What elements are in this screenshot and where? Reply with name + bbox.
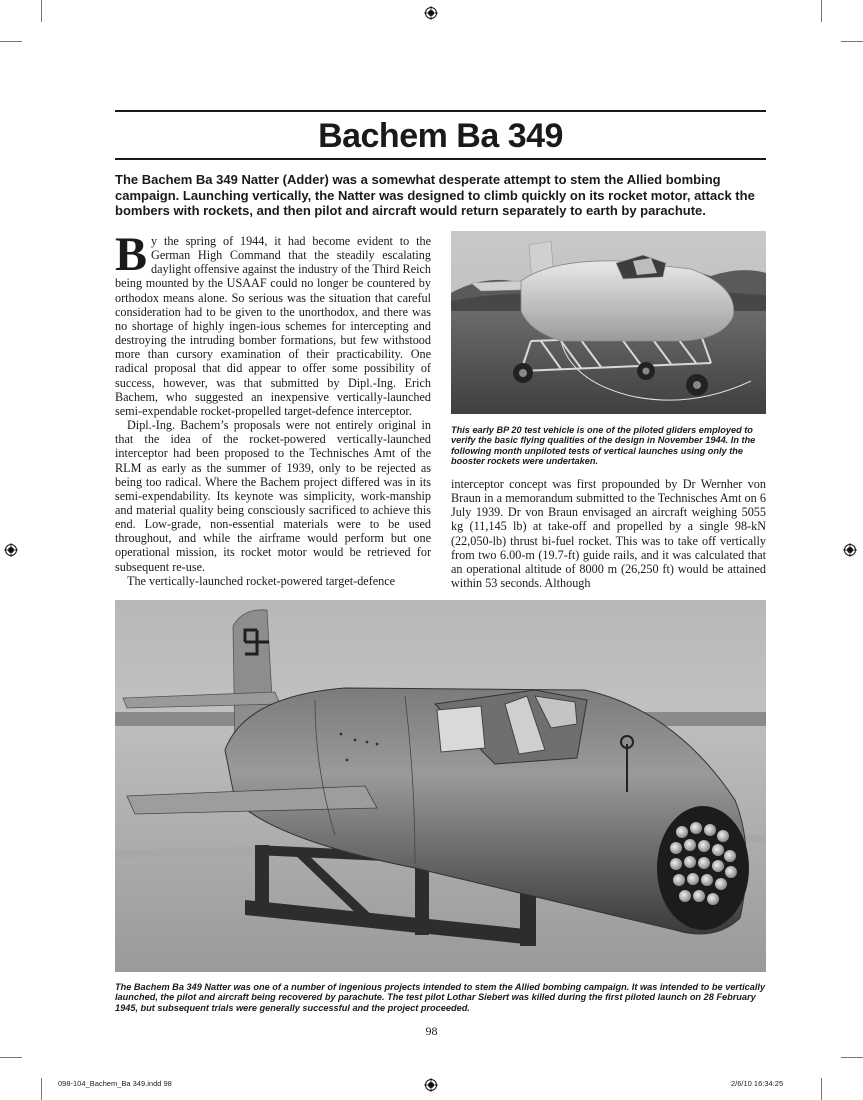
caption-bottom-photo: The Bachem Ba 349 Natter was one of a number of ingenious projects intended to stem the Allied bombing campaign. It was intended to be vertically launched, the pilot and aircraft being recovered by parachute. The test pilot Lothar Siebert was killed during the first piloted launch on 28 February 1945, but subsequent trials were generally successful and the project proceeded. bbox=[115, 982, 766, 1013]
registration-mark-icon bbox=[843, 543, 857, 557]
title-rule-bottom bbox=[115, 158, 766, 160]
caption-top-photo: This early BP 20 test vehicle is one of the piloted gliders employed to verify the basic flying qualities of the design in November 1944. In the following month unpiloted tests of vertical launches using only the booster rockets were undertaken. bbox=[451, 425, 756, 467]
crop-mark bbox=[841, 41, 863, 42]
page-title: Bachem Ba 349 bbox=[318, 117, 563, 155]
photo-bp20-glider bbox=[451, 231, 766, 414]
registration-mark-icon bbox=[4, 543, 18, 557]
slug-filename: 098-104_Bachem_Ba 349.indd 98 bbox=[58, 1079, 172, 1088]
crop-mark bbox=[41, 0, 42, 22]
registration-mark-icon bbox=[424, 6, 438, 20]
title-rule-top bbox=[115, 110, 766, 112]
drop-cap: B bbox=[115, 228, 148, 281]
crop-mark bbox=[0, 41, 22, 42]
crop-mark bbox=[841, 1057, 863, 1058]
right-column bbox=[451, 477, 766, 590]
photo-ba349-natter bbox=[115, 600, 766, 972]
body-paragraph-3: The vertically-launched rocket-powered target-defence bbox=[127, 573, 396, 588]
body-paragraph-2: Dipl.-Ing. Bachem’s proposals were not entirely original in that the idea of the rocket-powered vertically-launched interceptor had been proposed to the Technisches Amt of the RLM as early as the summer of 1939, only to be rejected as being too radical. Where the Bachem project differed was in its semi-expendability. Its keynote was simplicity, work-manship and material quality being consciously sacrificed to achieve this end. Low-grade, non-essential materials were to be used throughout, and while the airframe would perform but one operational mission, its rocket motor would be retrieved for subsequent re-use. bbox=[115, 418, 431, 574]
slug-timestamp: 2/6/10 16:34:25 bbox=[731, 1079, 784, 1088]
crop-mark bbox=[821, 1078, 822, 1100]
crop-mark bbox=[41, 1078, 42, 1100]
body-paragraph-4: interceptor concept was first propounded by Dr Wernher von Braun in a memorandum submitted to the Technisches Amt on 6 July 1939. Dr von Braun envisaged an aircraft weighing 5055 kg (11,145 lb) at take-off and propelled by a single 98-kN (22,050-lb) thrust bi-fuel rocket. This was to take off vertically from two 6.00-m (19.7-ft) guide rails, and it was calculated that an operational altitude of 8000 m (26,250 ft) would be attained within 53 seconds. Although bbox=[451, 477, 766, 591]
left-column bbox=[115, 228, 431, 588]
intro-paragraph: The Bachem Ba 349 Natter (Adder) was a somewhat desperate attempt to stem the Allied bombing campaign. Launching vertically, the Natter was designed to climb quickly on its rocket motor, attack the bombers with rockets, and then pilot and aircraft would return separately to earth by parachute. bbox=[115, 172, 755, 218]
crop-mark bbox=[0, 1057, 22, 1058]
registration-mark-icon bbox=[424, 1078, 438, 1092]
page-number: 98 bbox=[425, 1024, 438, 1038]
crop-mark bbox=[821, 0, 822, 22]
body-paragraph-1: y the spring of 1944, it had become evident to the German High Command that the steadily escalating daylight offensive against the industry of the Third Reich being mounted by the USAAF could no longer be countered by orthodox means alone. So serious was the situation that careful consideration had to be given to the unorthodox, and there was no shortage of highly ingen-ious schemes for intercepting and destroying the intruding bomber formations, but few withstood more than cursory examination of their practicability. One radical proposal that did appear to offer some possibility of success, however, was that submitted by Dipl.-Ing. Erich Bachem, who suggested an inexpensive vertically-launched semi-expendable rocket-propelled target-defence interceptor. bbox=[115, 234, 431, 418]
